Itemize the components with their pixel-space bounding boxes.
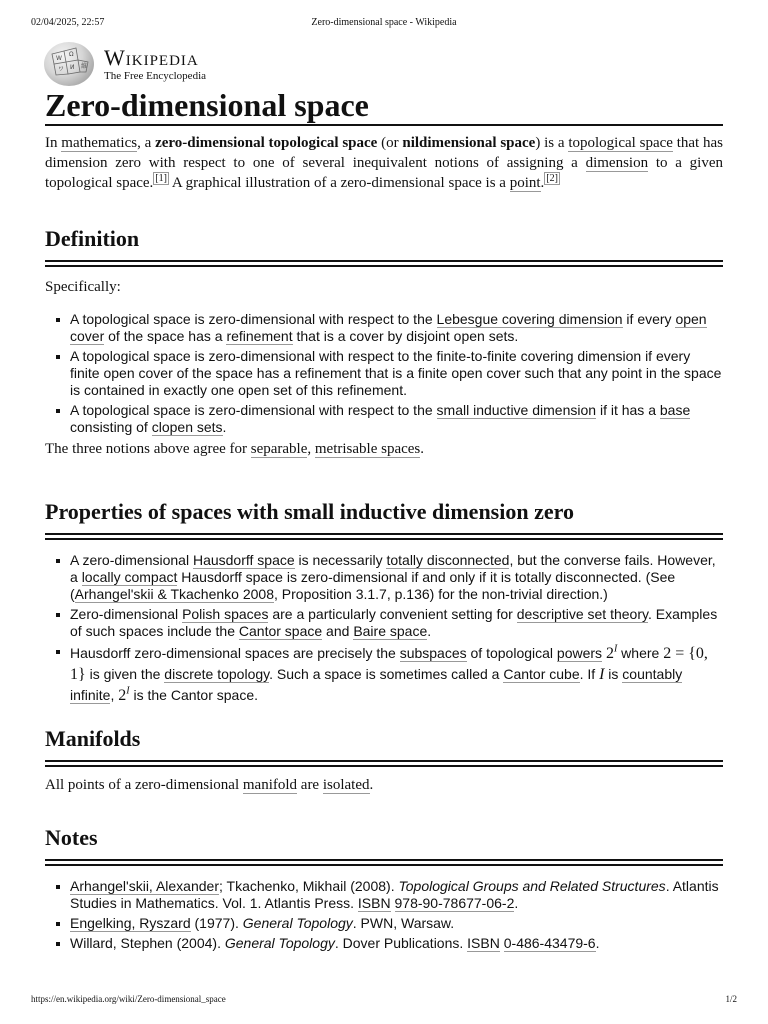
section-heading-notes: Notes <box>45 825 98 850</box>
link-open-cover[interactable]: open cover <box>70 311 707 344</box>
item-text: . <box>514 895 519 911</box>
list-item <box>70 402 723 436</box>
svg-text:И: И <box>70 64 75 71</box>
link-manifold[interactable]: manifold <box>242 777 298 793</box>
item-text: of topological <box>466 645 557 661</box>
link-dimension[interactable]: dimension <box>585 155 649 171</box>
intro-text: ) is a <box>535 135 569 151</box>
article-content <box>45 86 723 955</box>
list-item <box>70 915 723 932</box>
wikipedia-tagline: The Free Encyclopedia <box>104 70 207 82</box>
item-text: . Such a space is sometimes called a <box>269 666 504 682</box>
list-item <box>70 643 723 706</box>
item-text: , but the converse fails. However, a <box>70 552 716 585</box>
list-item <box>70 878 723 912</box>
link-isbn[interactable]: ISBN <box>357 895 391 911</box>
item-text: if it has a <box>596 402 660 418</box>
section-divider <box>45 859 723 866</box>
link-point[interactable]: point <box>509 175 541 191</box>
title-divider <box>45 124 723 126</box>
paragraph-text: , <box>307 441 315 457</box>
link-isbn-number[interactable]: 0-486-43479-6 <box>503 935 596 951</box>
wikipedia-globe-icon <box>44 42 94 86</box>
link-descriptive-set-theory[interactable]: descriptive set theory <box>516 606 648 622</box>
link-cantor-space[interactable]: Cantor space <box>238 623 323 639</box>
item-text: are a particularly convenient setting for <box>268 606 517 622</box>
intro-text: , a <box>137 135 156 151</box>
wikipedia-logo[interactable] <box>44 42 244 88</box>
list-item <box>70 348 723 399</box>
link-discrete-topology[interactable]: discrete topology <box>164 666 270 682</box>
link-isolated[interactable]: isolated <box>322 777 370 793</box>
math-expression: I <box>599 666 605 683</box>
svg-text:ワ: ワ <box>58 66 65 73</box>
item-text: is necessarily <box>294 552 387 568</box>
definition-lead: Specifically: <box>45 279 121 295</box>
print-datetime: 02/04/2025, 22:57 <box>31 17 105 28</box>
list-item <box>70 311 723 345</box>
intro-text: . <box>540 175 545 191</box>
item-text <box>391 895 395 911</box>
item-text: . PWN, Warsaw. <box>352 915 455 931</box>
link-hausdorff-space[interactable]: Hausdorff space <box>192 552 295 568</box>
intro-paragraph <box>45 133 723 193</box>
paragraph-text: . <box>420 441 425 457</box>
item-text: A topological space is zero-dimensional with respect to the <box>70 311 437 327</box>
definition-tail <box>45 439 723 459</box>
list-item <box>70 935 723 952</box>
print-footer <box>31 994 737 1005</box>
item-text: Hausdorff space is zero-dimensional if and only if it is totally disconnected. (See ( <box>70 569 676 602</box>
intro-text: to a given topological space. <box>45 155 723 191</box>
item-text: . <box>427 623 432 639</box>
definition-list <box>45 311 723 436</box>
notes-list <box>45 878 723 952</box>
math-base: 2 <box>605 645 614 662</box>
link-engelking-ryszard[interactable]: Engelking, Ryszard <box>70 915 191 931</box>
item-text: if every <box>622 311 676 327</box>
item-text: A topological space is zero-dimensional with respect to the finite-to-finite covering dimension if every finite open cover of the space has a refinement that is a finite open cover such that any point in the space is contained in exactly one open set of this refinement. <box>70 348 722 398</box>
item-text: is the Cantor space. <box>129 687 258 703</box>
math-expression <box>118 687 129 704</box>
section-divider <box>45 533 723 540</box>
paragraph-text: are <box>297 777 323 793</box>
item-text: Zero-dimensional <box>70 606 183 622</box>
list-item <box>70 552 723 603</box>
link-small-inductive-dimension[interactable]: small inductive dimension <box>436 402 597 418</box>
print-page-title: Zero-dimensional space - Wikipedia <box>311 17 457 28</box>
svg-text:維: 維 <box>81 63 88 70</box>
math-expression: 2 = {0, 1} <box>70 645 708 683</box>
item-text: (1977). <box>190 915 243 931</box>
item-text: where <box>617 645 664 661</box>
item-text: of the space has a <box>104 328 227 344</box>
link-arhangelskii-tkachenko-2008[interactable]: Arhangel'skii & Tkachenko 2008 <box>74 586 274 602</box>
book-title: General Topology <box>242 915 353 931</box>
link-arhangelskii-alexander[interactable]: Arhangel'skii, Alexander <box>70 878 219 894</box>
section-divider <box>45 760 723 767</box>
link-locally-compact[interactable]: locally compact <box>81 569 178 585</box>
item-text: is <box>604 666 623 682</box>
item-text: Hausdorff zero-dimensional spaces are precisely the <box>70 645 400 661</box>
section-heading-properties: Properties of spaces with small inductive dimension zero <box>45 499 574 524</box>
paragraph-text: . <box>369 777 374 793</box>
item-text: and <box>322 623 354 639</box>
item-text: that is a cover by disjoint open sets. <box>292 328 519 344</box>
link-mathematics[interactable]: mathematics <box>61 135 138 151</box>
print-header <box>31 17 737 29</box>
section-divider <box>45 260 723 267</box>
section-heading-definition: Definition <box>45 226 140 251</box>
item-text: , <box>110 687 119 703</box>
item-text: . <box>222 419 227 435</box>
bold-term: nildimensional space <box>402 135 536 151</box>
item-text: , Proposition 3.1.7, p.136) for the non-trivial direction.) <box>274 586 608 602</box>
math-base: 2 <box>118 687 127 704</box>
section-heading-manifolds: Manifolds <box>45 726 141 751</box>
print-url: https://en.wikipedia.org/wiki/Zero-dimensional_space <box>31 994 226 1004</box>
item-text: A topological space is zero-dimensional with respect to the <box>70 402 437 418</box>
intro-text: In <box>45 135 62 151</box>
item-text: A zero-dimensional <box>70 552 193 568</box>
list-item <box>70 606 723 640</box>
link-powers[interactable]: powers <box>556 645 603 661</box>
math-exponent: I <box>126 685 130 697</box>
item-text: . If <box>579 666 600 682</box>
item-text: . Dover Publications. <box>334 935 468 951</box>
reference-2[interactable]: [2] <box>546 173 558 184</box>
intro-text: that has dimension zero with respect to one of several inequivalent notions of assigning a <box>45 135 723 171</box>
link-topological-space[interactable]: topological space <box>568 135 673 151</box>
link-metrisable-spaces[interactable]: metrisable spaces <box>314 441 421 457</box>
link-separable[interactable]: separable <box>250 441 308 457</box>
item-text: . <box>595 935 600 951</box>
item-text: Willard, Stephen (2004). <box>70 935 225 951</box>
paragraph-text: The three notions above agree for <box>45 441 251 457</box>
item-text: . Examples of such spaces include the <box>70 606 718 639</box>
reference-1[interactable]: [1] <box>155 173 167 184</box>
link-cantor-cube[interactable]: Cantor cube <box>503 666 580 682</box>
wikipedia-wordmark: Wikipedia <box>104 45 199 70</box>
link-baire-space[interactable]: Baire space <box>353 623 428 639</box>
book-title: General Topology <box>224 935 335 951</box>
link-isbn-number[interactable]: 978-90-78677-06-2 <box>394 895 515 911</box>
math-exponent: I <box>613 643 618 655</box>
item-text: is given the <box>85 666 165 682</box>
page-number: 1/2 <box>725 994 737 1004</box>
bold-term: zero-dimensional topological space <box>155 135 378 151</box>
book-title: Topological Groups and Related Structures <box>398 878 666 894</box>
link-subspaces[interactable]: subspaces <box>399 645 467 661</box>
svg-text:W: W <box>56 55 62 62</box>
properties-list <box>45 552 723 706</box>
link-isbn[interactable]: ISBN <box>467 935 500 951</box>
item-text: ; Tkachenko, Mikhail (2008). <box>218 878 399 894</box>
link-base[interactable]: base <box>659 402 691 418</box>
paragraph-text: All points of a zero-dimensional <box>45 777 243 793</box>
link-polish-spaces[interactable]: Polish spaces <box>182 606 269 622</box>
page-title: Zero-dimensional space <box>45 87 369 123</box>
item-text: consisting of <box>70 419 152 435</box>
link-lebesgue-covering-dimension[interactable]: Lebesgue covering dimension <box>436 311 623 327</box>
math-expression <box>606 645 617 662</box>
manifolds-paragraph <box>45 775 723 795</box>
link-totally-disconnected[interactable]: totally disconnected <box>386 552 510 568</box>
intro-text: (or <box>377 135 403 151</box>
intro-text: A graphical illustration of a zero-dimensional space is a <box>168 175 510 191</box>
link-countably-infinite[interactable]: countably infinite <box>70 666 683 703</box>
svg-text:Ω: Ω <box>69 51 74 58</box>
link-clopen-sets[interactable]: clopen sets <box>151 419 223 435</box>
item-text: . Atlantis Studies in Mathematics. Vol. 1. Atlantis Press. <box>70 878 719 911</box>
link-refinement[interactable]: refinement <box>226 328 293 344</box>
